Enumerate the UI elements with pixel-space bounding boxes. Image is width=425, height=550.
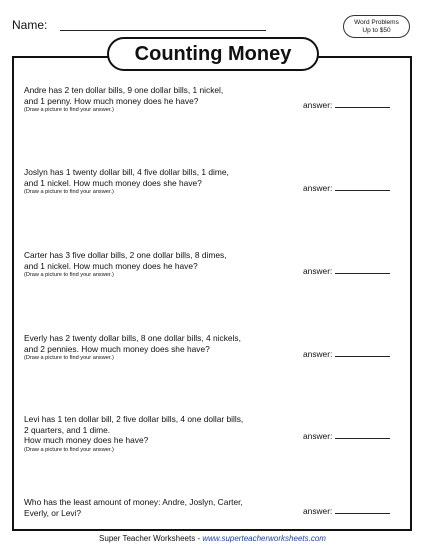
problem-6 xyxy=(24,497,294,518)
answer-1[interactable] xyxy=(303,99,390,110)
problem-line: Carter has 3 five dollar bills, 2 one dollar bills, 8 dimes, xyxy=(24,250,227,260)
answer-line[interactable] xyxy=(335,505,390,514)
problem-4 xyxy=(24,333,294,362)
problem-3 xyxy=(24,250,294,279)
problem-line: Who has the least amount of money: Andre, Joslyn, Carter, xyxy=(24,497,243,507)
problem-note: (Draw a picture to find your answer.) xyxy=(24,189,114,195)
answer-6[interactable] xyxy=(303,505,390,516)
worksheet-title: Counting Money xyxy=(107,37,319,71)
problem-line: Levi has 1 ten dollar bill, 2 five dollar bills, 4 one dollar bills, xyxy=(24,414,244,424)
answer-label: answer: xyxy=(303,431,333,441)
footer-brand: Super Teacher Worksheets xyxy=(99,534,196,543)
topic-badge xyxy=(343,15,410,38)
problem-5 xyxy=(24,414,294,454)
problem-line: Everly has 2 twenty dollar bills, 8 one dollar bills, 4 nickels, xyxy=(24,333,241,343)
answer-label: answer: xyxy=(303,100,333,110)
answer-label: answer: xyxy=(303,266,333,276)
problem-line: Andre has 2 ten dollar bills, 9 one dollar bills, 1 nickel, xyxy=(24,85,224,95)
name-label: Name: xyxy=(12,18,48,32)
answer-line[interactable] xyxy=(335,99,390,108)
footer-separator: - xyxy=(195,534,203,543)
answer-3[interactable] xyxy=(303,265,390,276)
footer xyxy=(0,534,425,543)
problem-1 xyxy=(24,85,294,114)
answer-label: answer: xyxy=(303,349,333,359)
problem-line: and 1 penny. How much money does he have? xyxy=(24,95,199,106)
footer-link[interactable]: www.superteacherworksheets.com xyxy=(202,534,326,543)
answer-line[interactable] xyxy=(335,348,390,357)
problem-note: (Draw a picture to find your answer.) xyxy=(24,446,114,453)
worksheet-frame xyxy=(12,56,412,531)
answer-4[interactable] xyxy=(303,348,390,359)
problem-line: and 1 nickel. How much money does she have? xyxy=(24,177,202,188)
problem-line: How much money does he have? xyxy=(24,435,149,445)
problem-note: (Draw a picture to find your answer.) xyxy=(24,272,114,278)
problem-line: Everly, or Levi? xyxy=(24,507,82,518)
problem-line: and 2 pennies. How much money does she have? xyxy=(24,343,210,354)
badge-line2: Up to $50 xyxy=(362,27,391,34)
problem-line: and 1 nickel. How much money does he have? xyxy=(24,260,198,271)
name-line[interactable] xyxy=(60,30,266,31)
problem-2 xyxy=(24,167,294,196)
problem-note: (Draw a picture to find your answer.) xyxy=(24,107,114,113)
answer-2[interactable] xyxy=(303,182,390,193)
answer-5[interactable] xyxy=(303,430,390,441)
problem-line: 2 quarters, and 1 dime. xyxy=(24,424,111,435)
answer-label: answer: xyxy=(303,506,333,516)
problem-note: (Draw a picture to find your answer.) xyxy=(24,355,114,361)
answer-line[interactable] xyxy=(335,430,390,439)
answer-line[interactable] xyxy=(335,182,390,191)
problem-line: Joslyn has 1 twenty dollar bill, 4 five dollar bills, 1 dime, xyxy=(24,167,229,177)
answer-line[interactable] xyxy=(335,265,390,274)
answer-label: answer: xyxy=(303,183,333,193)
badge-line1: Word Problems xyxy=(354,19,399,26)
